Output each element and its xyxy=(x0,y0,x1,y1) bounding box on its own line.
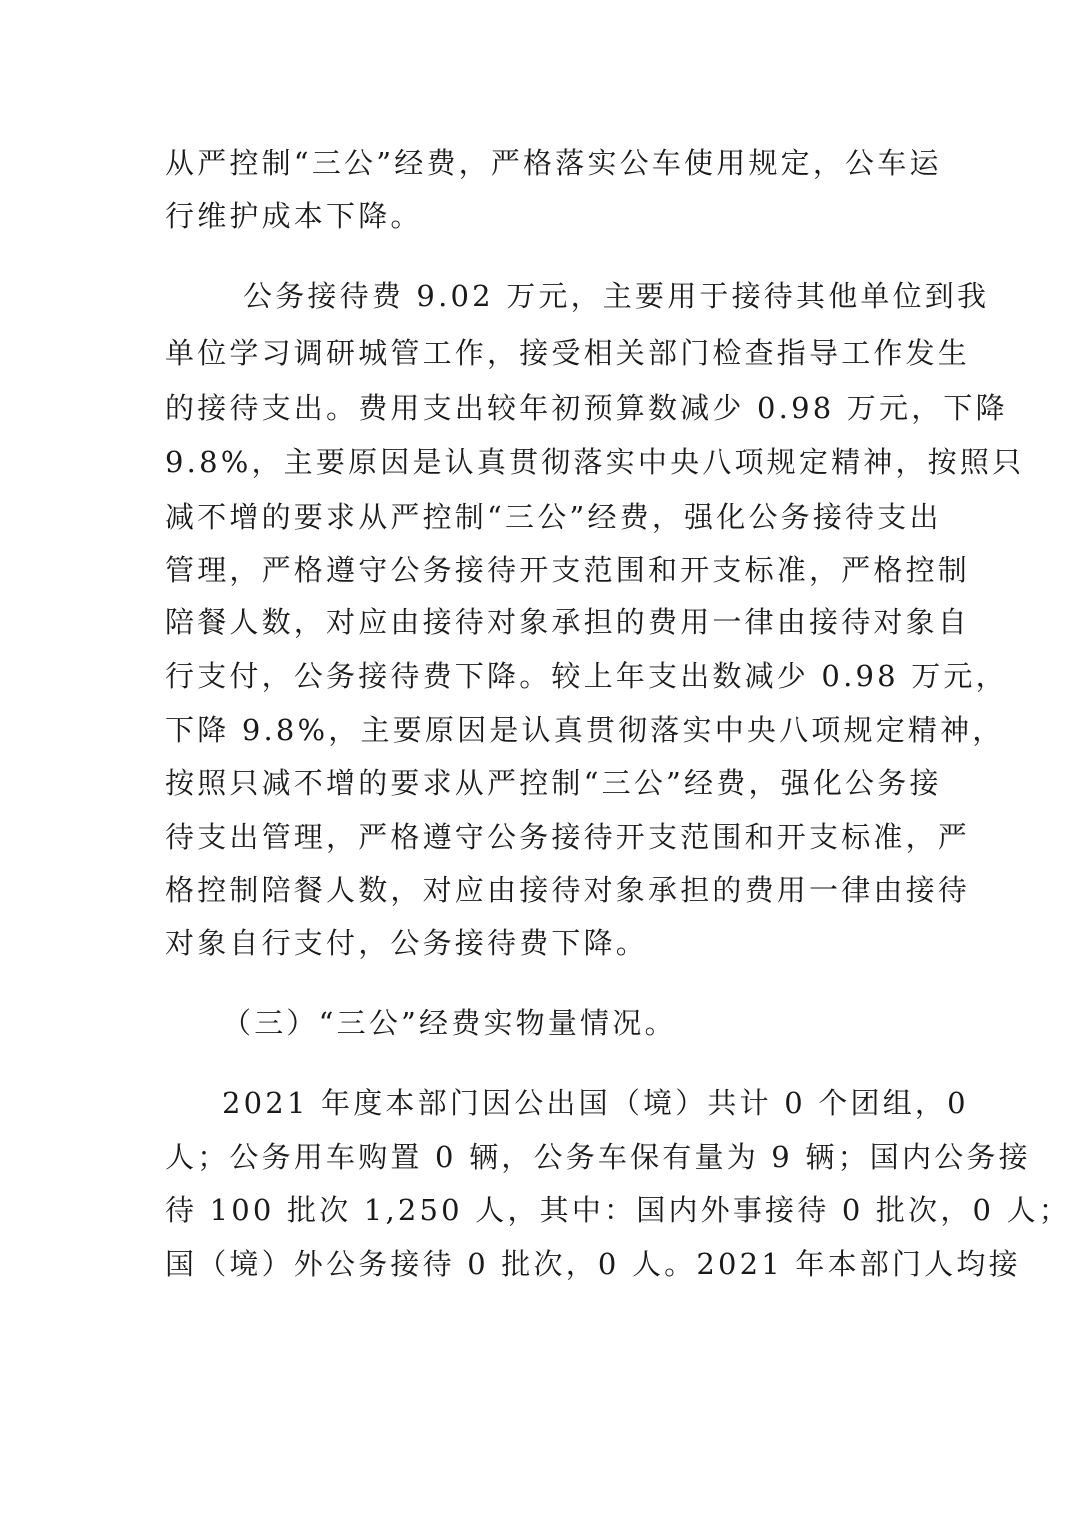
paragraph-line: 下降 9.8%，主要原因是认真贯彻落实中央八项规定精神， xyxy=(165,713,1005,747)
paragraph-line: 的接待支出。费用支出较年初预算数减少 0.98 万元，下降 xyxy=(165,391,1008,425)
paragraph-line: 待支出管理，严格遵守公务接待开支范围和开支标准，严 xyxy=(165,820,971,854)
paragraph-line: 按照只减不增的要求从严控制“三公”经费，强化公务接 xyxy=(165,766,942,800)
paragraph-line: 2021 年度本部门因公出国（境）共计 0 个团组，0 xyxy=(222,1086,969,1120)
paragraph-line: 公务接待费 9.02 万元，主要用于接待其他单位到我 xyxy=(243,279,990,313)
paragraph-line: 从严控制“三公”经费，严格落实公车使用规定，公车运 xyxy=(165,146,942,180)
section-heading: （三）“三公”经费实物量情况。 xyxy=(222,1006,677,1040)
paragraph-line: 9.8%，主要原因是认真贯彻落实中央八项规定精神，按照只 xyxy=(165,445,1025,479)
paragraph-line: 行维护成本下降。 xyxy=(165,199,423,233)
paragraph-line: 减不增的要求从严控制“三公”经费，强化公务接待支出 xyxy=(165,500,942,534)
paragraph-line: 待 100 批次 1,250 人，其中：国内外事接待 0 批次，0 人； xyxy=(165,1193,1072,1227)
paragraph-line: 对象自行支付，公务接待费下降。 xyxy=(165,926,649,960)
paragraph-line: 国（境）外公务接待 0 批次，0 人。2021 年本部门人均接 xyxy=(165,1247,1021,1281)
paragraph-line: 陪餐人数，对应由接待对象承担的费用一律由接待对象自 xyxy=(165,605,971,639)
paragraph-line: 单位学习调研城管工作，接受相关部门检查指导工作发生 xyxy=(165,336,971,370)
paragraph-line: 人；公务用车购置 0 辆，公务车保有量为 9 辆；国内公务接 xyxy=(165,1140,1031,1174)
paragraph-line: 行支付，公务接待费下降。较上年支出数减少 0.98 万元， xyxy=(165,659,1008,693)
paragraph-line: 格控制陪餐人数，对应由接待对象承担的费用一律由接待 xyxy=(165,873,971,907)
paragraph-line: 管理，严格遵守公务接待开支范围和开支标准，严格控制 xyxy=(165,553,971,587)
